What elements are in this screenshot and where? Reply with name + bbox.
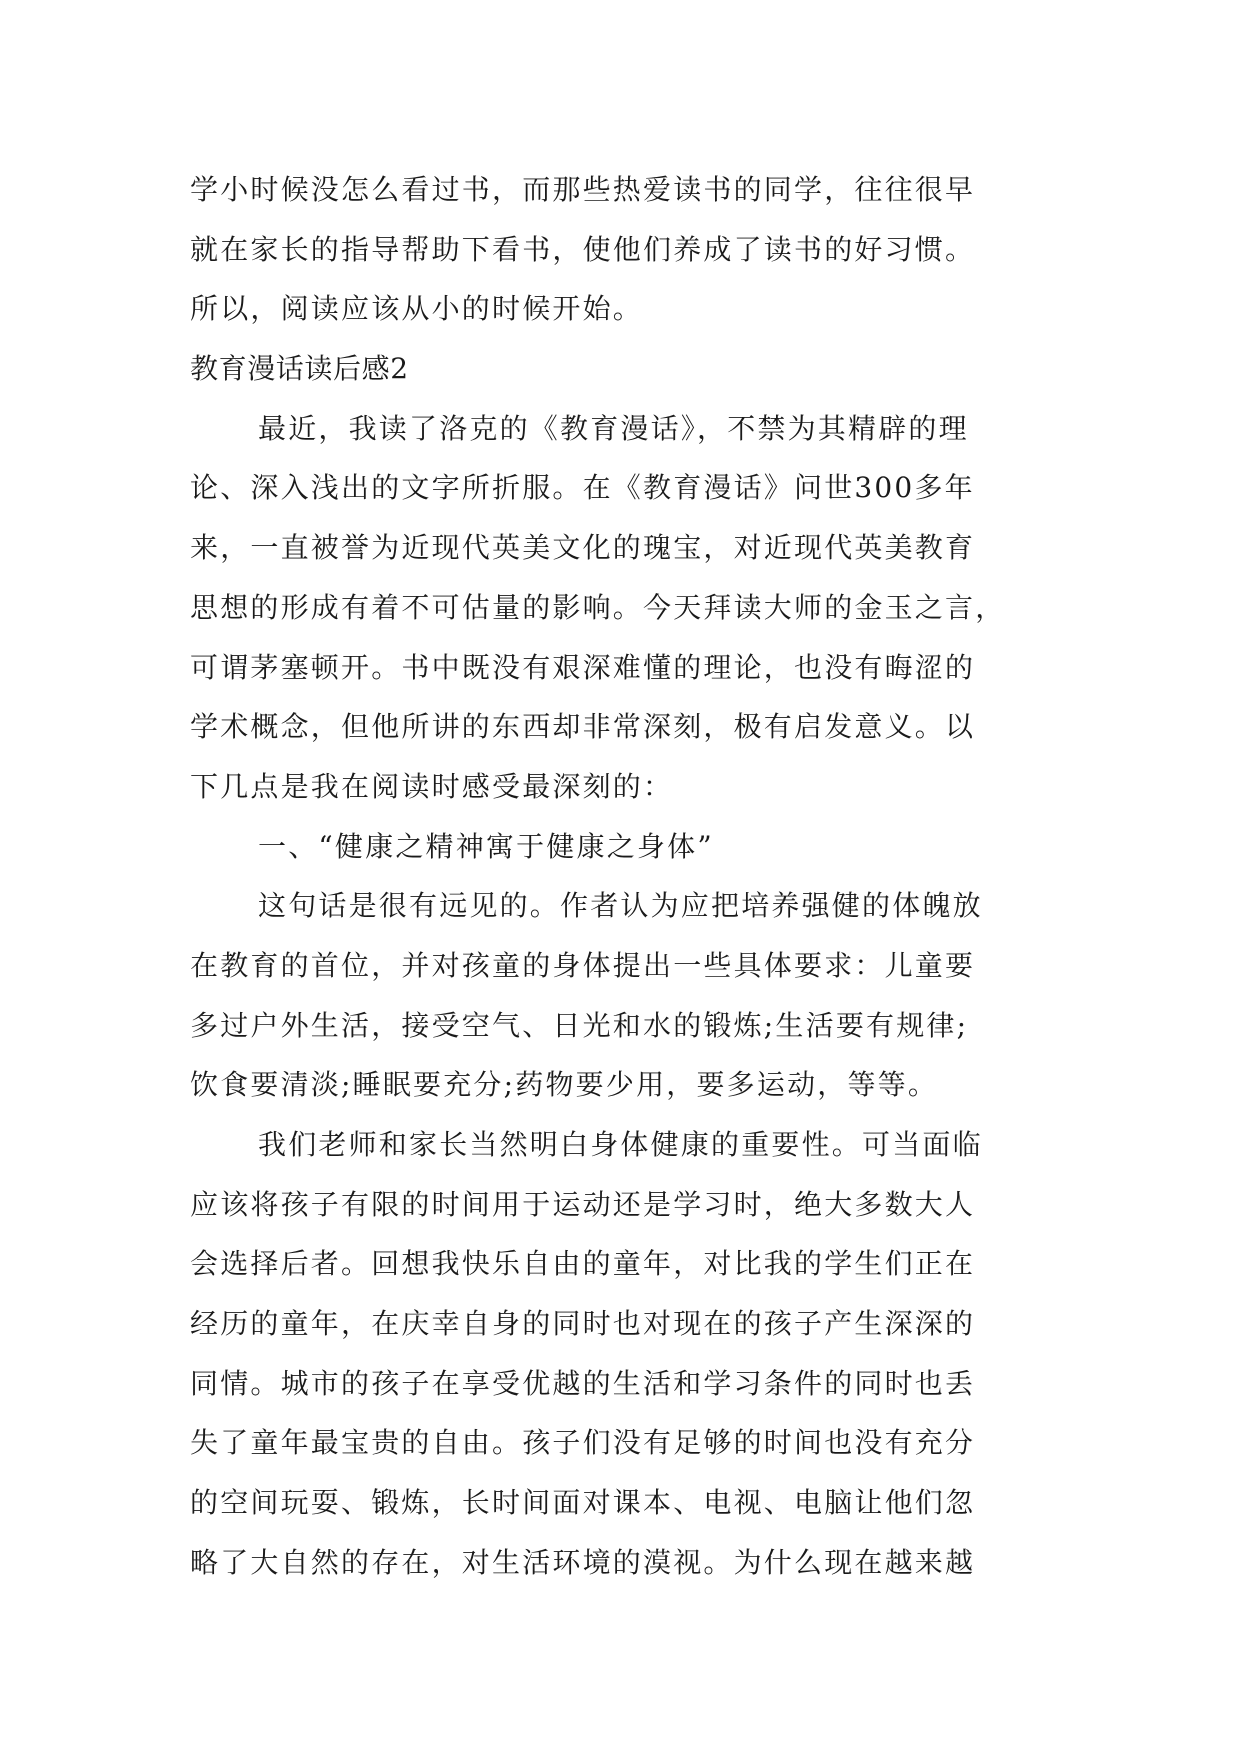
text-line: 思想的形成有着不可估量的影响。今天拜读大师的金玉之言， [190, 590, 1006, 624]
text-line: 就在家长的指导帮助下看书，使他们养成了读书的好习惯。 [190, 232, 976, 266]
text-line: 同情。城市的孩子在享受优越的生活和学习条件的同时也丢 [190, 1366, 976, 1400]
text-line: 下几点是我在阅读时感受最深刻的： [190, 769, 674, 803]
text-line: 应该将孩子有限的时间用于运动还是学习时，绝大多数大人 [190, 1187, 976, 1221]
text-line: 饮食要清淡;睡眠要充分;药物要少用，要多运动，等等。 [190, 1068, 939, 1102]
text-line: 这句话是很有远见的。作者认为应把培养强健的体魄放 [258, 889, 983, 923]
text-line: 的空间玩耍、锻炼，长时间面对课本、电视、电脑让他们忽 [190, 1486, 976, 1520]
text-line: 学术概念，但他所讲的东西却非常深刻，极有启发意义。以 [190, 710, 976, 744]
text-line: 学小时候没怎么看过书，而那些热爱读书的同学，往往很早 [190, 173, 976, 206]
text-line: 来，一直被誉为近现代英美文化的瑰宝，对近现代英美教育 [190, 531, 976, 565]
text-line: 会选择后者。回想我快乐自由的童年，对比我的学生们正在 [190, 1247, 976, 1281]
text-line: 经历的童年，在庆幸自身的同时也对现在的孩子产生深深的 [190, 1307, 976, 1341]
text-line: 略了大自然的存在，对生活环境的漠视。为什么现在越来越 [190, 1545, 976, 1579]
text-line: 我们老师和家长当然明白身体健康的重要性。可当面临 [258, 1128, 983, 1161]
text-line: 多过户外生活，接受空气、日光和水的锻炼;生活要有规律; [190, 1008, 969, 1042]
section-heading: 教育漫话读后感2 [190, 352, 409, 386]
document-body [190, 160, 1055, 1593]
text-line: 所以，阅读应该从小的时候开始。 [190, 292, 644, 326]
text-line: 一、“健康之精神寓于健康之身体” [258, 829, 714, 863]
text-line: 论、深入浅出的文字所折服。在《教育漫话》问世300多年 [190, 471, 975, 505]
text-line: 最近，我读了洛克的《教育漫话》，不禁为其精辟的理 [258, 411, 969, 445]
text-line: 失了童年最宝贵的自由。孩子们没有足够的时间也没有充分 [190, 1426, 976, 1460]
text-line: 可谓茅塞顿开。书中既没有艰深难懂的理论，也没有晦涩的 [190, 650, 976, 684]
text-line: 在教育的首位，并对孩童的身体提出一些具体要求：儿童要 [190, 948, 976, 982]
